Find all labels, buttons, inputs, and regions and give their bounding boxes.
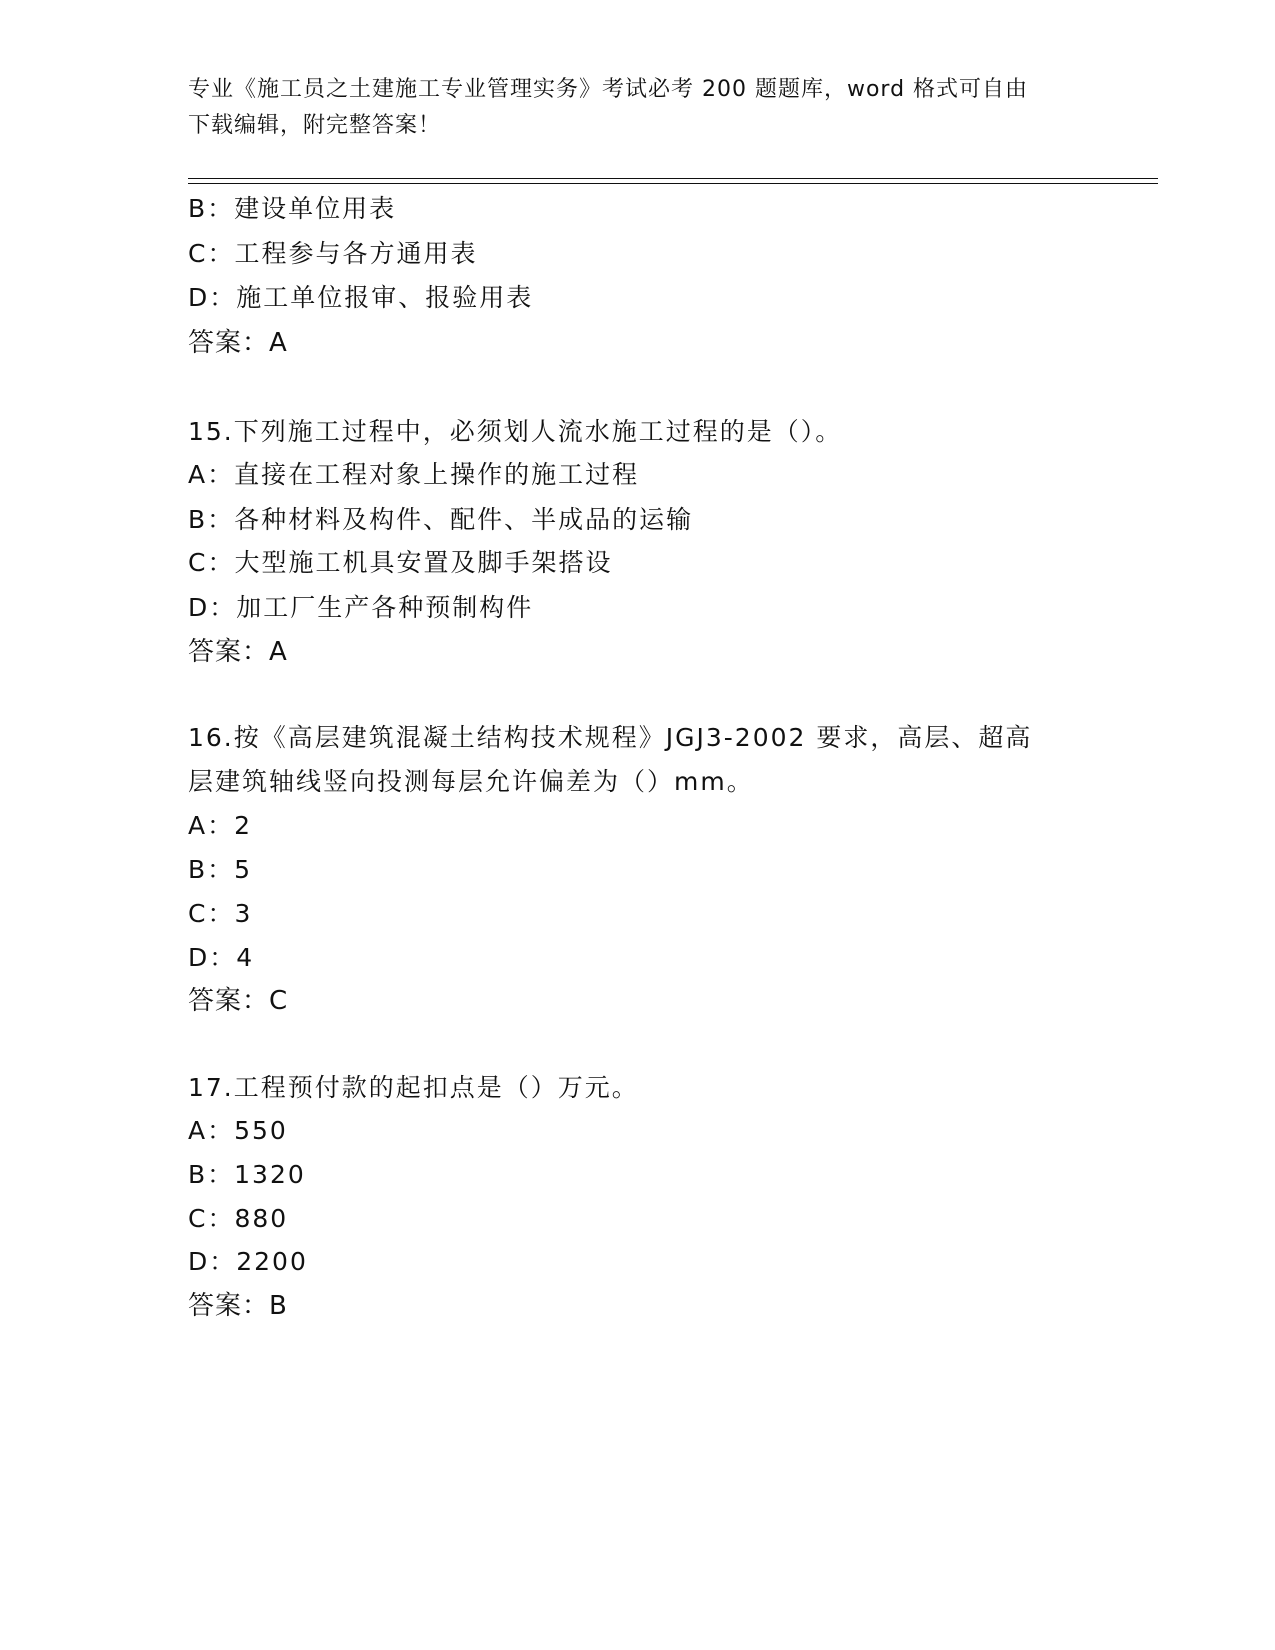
q15-option-c: C：大型施工机具安置及脚手架搭设 (188, 548, 613, 577)
q15-answer: 答案：A (188, 637, 288, 667)
q16-stem-line-2: 层建筑轴线竖向投测每层允许偏差为（）mm。 (188, 767, 754, 796)
q16-answer: 答案：C (188, 986, 289, 1016)
q15-option-d: D：加工厂生产各种预制构件 (188, 593, 534, 622)
q16-option-d: D：4 (188, 943, 255, 972)
q15-option-b: B：各种材料及构件、配件、半成品的运输 (188, 505, 694, 534)
q16-stem-line-1: 16.按《高层建筑混凝土结构技术规程》JGJ3-2002 要求，高层、超高 (188, 723, 1033, 752)
q17-option-d: D：2200 (188, 1247, 308, 1276)
header-line-1: 专业《施工员之土建施工专业管理实务》考试必考 200 题题库，word 格式可自由 (188, 77, 1029, 102)
q15-option-a: A：直接在工程对象上操作的施工过程 (188, 460, 640, 489)
q16-option-c: C：3 (188, 899, 253, 928)
q16-option-b: B：5 (188, 855, 253, 884)
q17-stem: 17.工程预付款的起扣点是（）万元。 (188, 1073, 639, 1102)
document-header (188, 72, 1068, 144)
q17-option-b: B：1320 (188, 1160, 306, 1189)
q15-stem: 15.下列施工过程中，必须划人流水施工过程的是（）。 (188, 417, 843, 446)
q14-option-b: B：建设单位用表 (188, 194, 397, 223)
q17-option-c: C：880 (188, 1204, 289, 1233)
q14-option-c: C：工程参与各方通用表 (188, 239, 478, 268)
q17-option-a: A：550 (188, 1116, 288, 1145)
header-divider-top (188, 178, 1158, 179)
header-line-2: 下载编辑，附完整答案！ (188, 113, 442, 138)
q14-answer: 答案：A (188, 328, 288, 358)
q17-answer: 答案：B (188, 1291, 288, 1321)
q16-option-a: A：2 (188, 811, 253, 840)
header-divider-bottom (188, 183, 1158, 184)
q14-option-d: D：施工单位报审、报验用表 (188, 283, 534, 312)
